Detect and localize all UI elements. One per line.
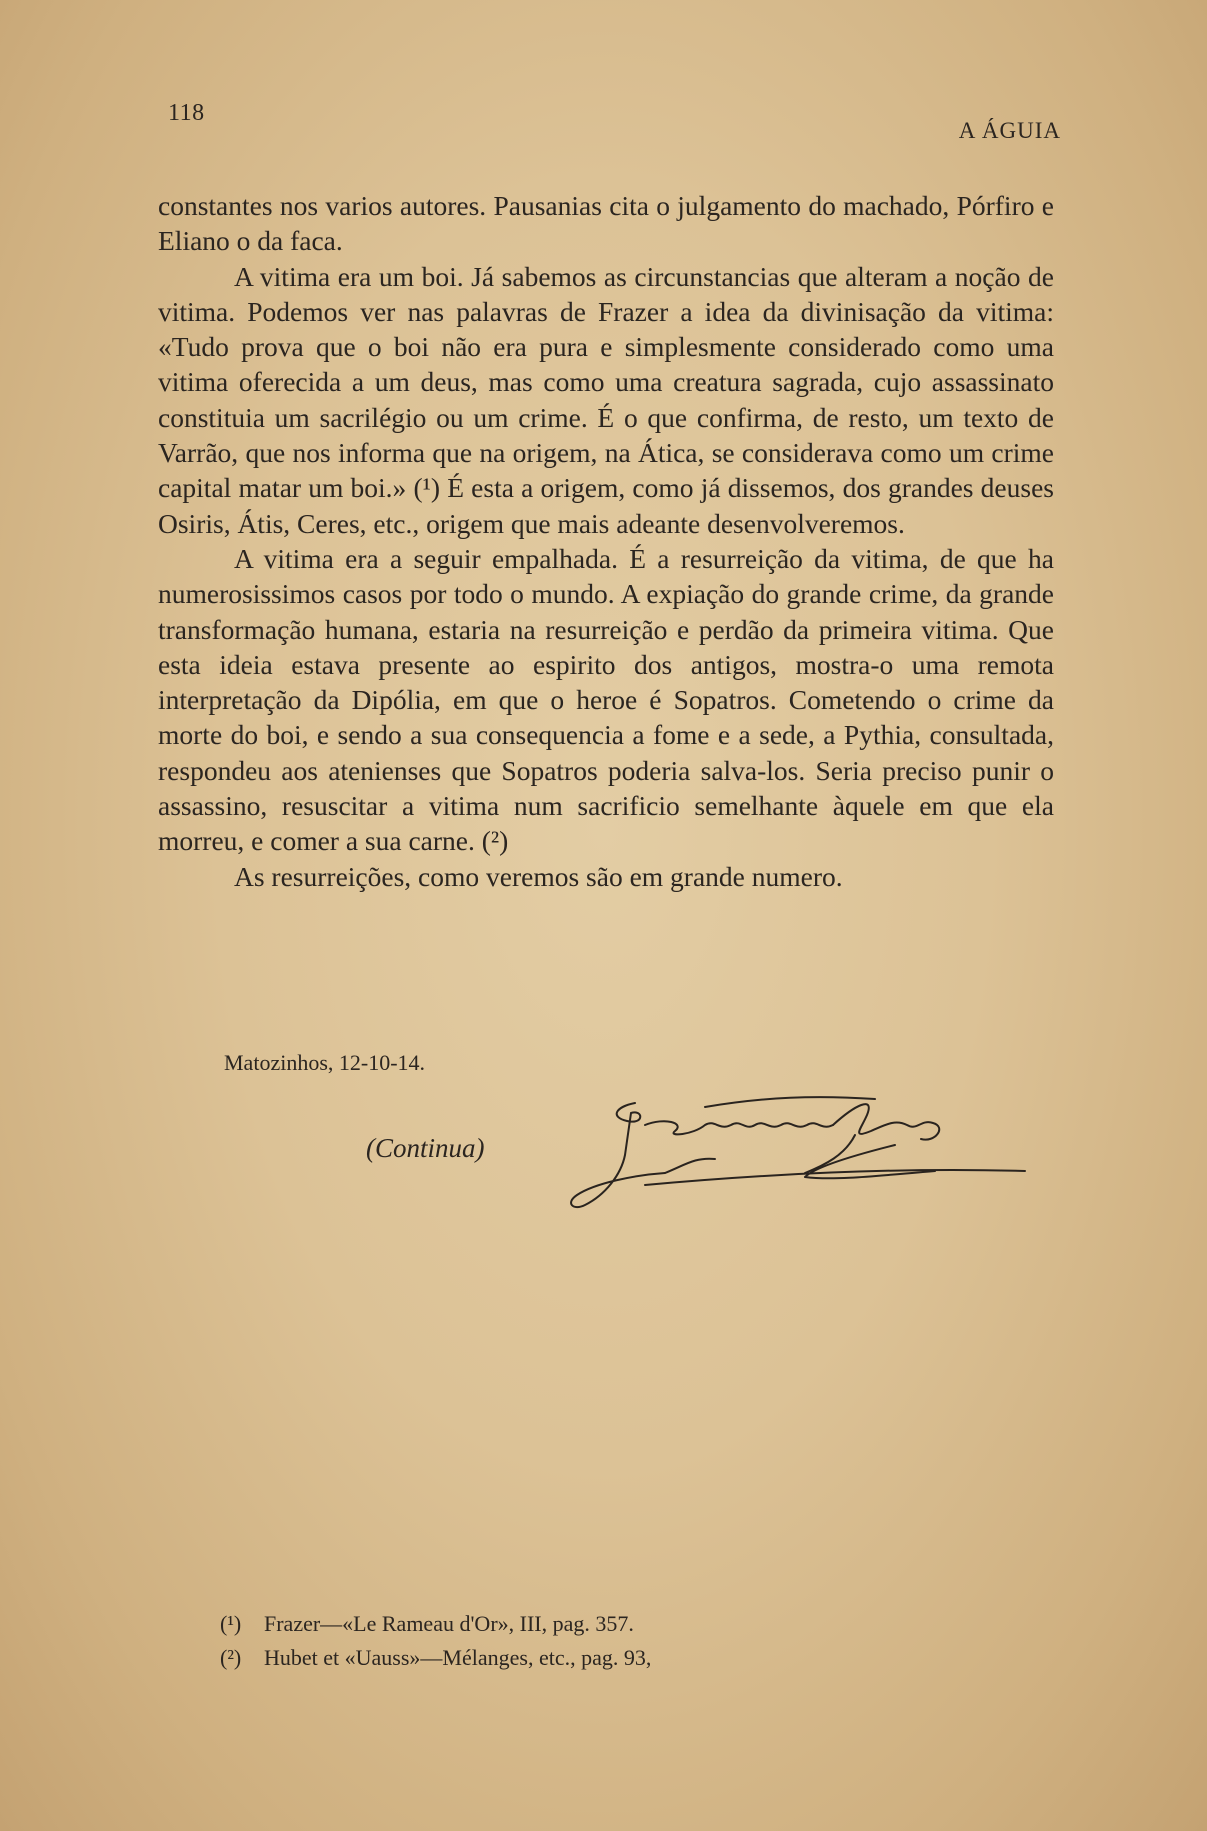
page-number: 118 — [168, 100, 205, 126]
footnote-mark: (¹) — [220, 1611, 242, 1636]
footnotes — [220, 1607, 651, 1675]
page-header — [168, 100, 1061, 143]
continua-note: (Continua) — [366, 1133, 485, 1163]
place-date: Matozinhos, 12-10-14. — [224, 1050, 426, 1075]
running-head: A ÁGUIA — [958, 118, 1061, 143]
footnote — [220, 1641, 651, 1675]
footnote — [220, 1607, 651, 1641]
paragraph: A vitima era um boi. Já sabemos as circunstancias que alteram a noção de vitima. Podemos ver nas palavras de Frazer a idea da divinisação da vitima: «Tudo prova que o boi não era pura e simplesmente considerado como uma vitima oferecida a um deus, mas como uma creatura sagrada, cujo assassinato constituia um sacrilégio ou um crime. É o que confirma, de resto, um texto de Varrão, que nos informa que na origem, na Ática, se considerava como um crime capital matar um boi.» (¹) É esta a origem, como já dissemos, dos grandes deuses Osiris, Átis, Ceres, etc., origem que mais adeante desenvolveremos. — [158, 260, 1054, 539]
footnote-text: Frazer—«Le Rameau d'Or», III, pag. 357. — [264, 1611, 634, 1636]
body-text — [158, 188, 1054, 894]
paragraph: A vitima era a seguir empalhada. É a resurreição da vitima, de que ha numerosissimos casos por todo o mundo. A expiação do grande crime, da grande transformação humana, estaria na resurreição e perdão da primeira vitima. Que esta ideia estava presente ao espirito dos antigos, mostra-o uma remota interpretação da Dipólia, em que o heroe é Sopatros. Cometendo o crime da morte do boi, e sendo a sua consequencia a fome e a sede, a Pythia, consultada, respondeu aos atenienses que Sopatros poderia salva-los. Seria preciso punir o assassino, resuscitar a vitima num sacrificio semelhante àquele em que ela morreu, e comer a sua carne. (²) — [158, 542, 1054, 857]
footnote-text: Hubet et «Uauss»—Mélanges, etc., pag. 93, — [264, 1645, 652, 1670]
footnote-mark: (²) — [220, 1645, 242, 1670]
paragraph: As resurreições, como veremos são em grande numero. — [234, 860, 843, 892]
paragraph: constantes nos varios autores. Pausanias cita o julgamento do machado, Pórfiro e Eliano o da faca. — [158, 190, 1054, 257]
signature — [555, 1095, 1045, 1215]
